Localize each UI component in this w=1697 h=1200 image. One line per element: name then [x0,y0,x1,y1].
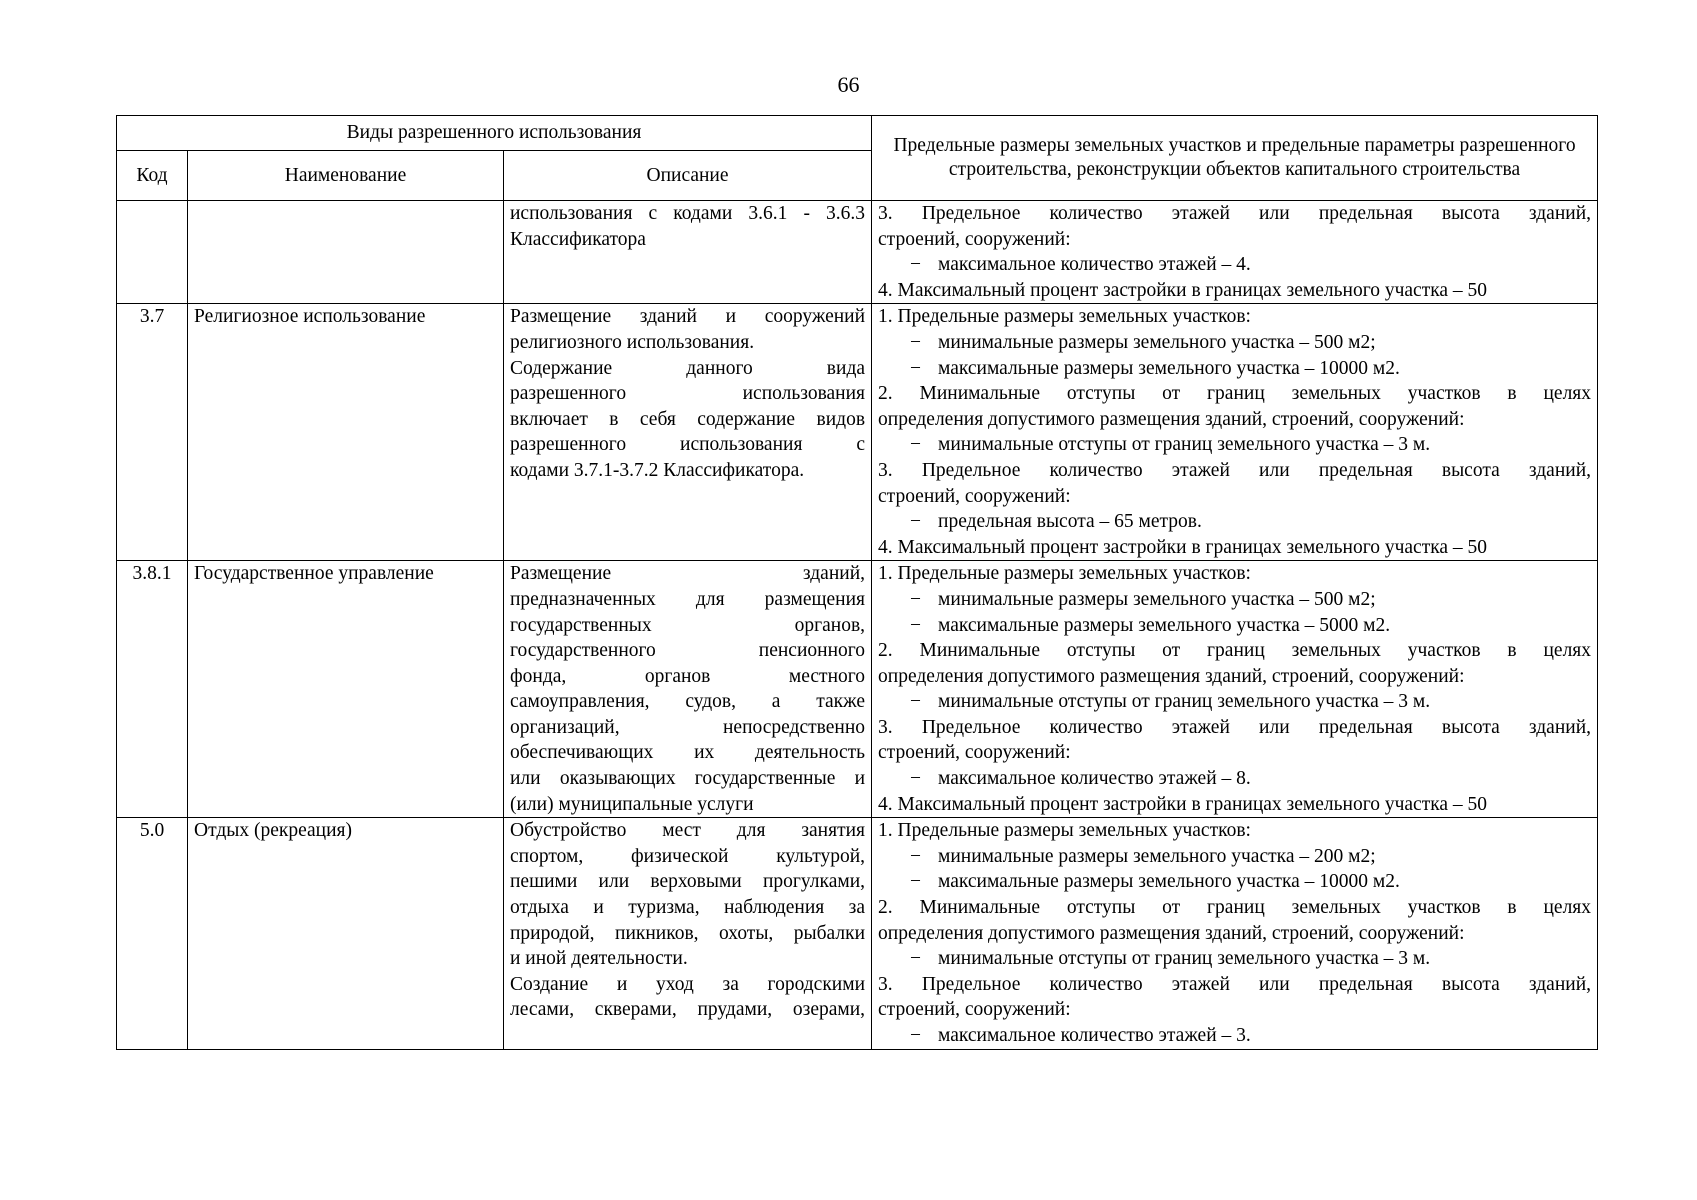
dash-icon: − [910,768,922,790]
parameter-bullet-text: минимальные размеры земельного участка – 500 м2; [938,331,1376,353]
parameter-bullet-text: минимальные отступы от границ земельного участка – 3 м. [938,434,1431,456]
parameter-bullet [878,252,1591,278]
description-line: отдыха и туризма, наблюдения за [510,897,866,919]
dash-icon: − [910,511,922,533]
description-line: Обустройство мест для занятия [510,820,866,842]
parameter-bullet [878,946,1591,972]
cell-code: 3.7 [117,304,188,561]
parameter-bullet-text: максимальные размеры земельного участка – 5000 м2. [938,614,1391,636]
description-line: Содержание данного вида [510,357,866,379]
parameter-bullet [878,1023,1591,1049]
header-permitted-use-types: Виды разрешенного использования [117,116,872,151]
description-line: лесами, скверами, прудами, озерами, [510,999,866,1021]
parameter-line: 4. Максимальный процент застройки в границах земельного участка – 50 [878,793,1488,815]
parameter-line: 3. Предельное количество этажей или предельная высота зданий, [878,716,1592,738]
description-line: природой, пикников, охоты, рыбалки [510,922,866,944]
description-line: использования с кодами 3.6.1 - 3.6.3 [510,203,866,224]
parameter-line: 1. Предельные размеры земельных участков: [878,306,1251,328]
dash-icon: − [910,845,922,867]
description-line: Размещение зданий и сооружений [510,306,866,328]
header-description: Описание [504,151,872,201]
parameter-line: 3. Предельное количество этажей или предельная высота зданий, [878,459,1592,481]
header-name: Наименование [188,151,504,201]
parameter-line: 3. Предельное количество этажей или предельная высота зданий, [878,973,1592,995]
description-line: самоуправления, судов, а также [510,691,866,713]
parameter-bullet [878,613,1591,639]
cell-parameters [872,201,1598,304]
description-line: или оказывающих государственные и [510,768,866,790]
parameter-bullet [878,766,1591,792]
description-line: включает в себя содержание видов [510,408,866,430]
parameter-bullet-text: минимальные размеры земельного участка – 500 м2; [938,588,1376,610]
description-line: Классификатора [510,228,646,250]
description-line: предназначенных для размещения [510,588,866,610]
description-line: спортом, физической культурой, [510,845,866,867]
header-limit-parameters: Предельные размеры земельных участков и предельные параметры разрешенного строительства, реконструкции объектов капитального строительства [872,116,1598,201]
description-line: пешими или верховыми прогулками, [510,871,866,893]
dash-icon: − [910,1025,922,1046]
cell-description [504,561,872,818]
description-line: организаций, непосредственно [510,716,866,738]
table-row [117,304,1598,561]
parameter-bullet-text: минимальные размеры земельного участка – 200 м2; [938,845,1376,867]
description-line: государственного пенсионного [510,640,866,662]
parameter-line: строений, сооружений: [878,999,1071,1021]
cell-name: Государственное управление [188,561,504,818]
description-line: государственных органов, [510,614,866,636]
permitted-use-table [116,115,1598,1050]
description-line: Размещение зданий, [510,563,866,585]
parameter-bullet-text: минимальные отступы от границ земельного участка – 3 м. [938,691,1431,713]
parameter-bullet [878,432,1591,458]
description-line: Создание и уход за городскими [510,973,866,995]
description-line: фонда, органов местного [510,665,866,687]
cell-description [504,304,872,561]
cell-parameters [872,304,1598,561]
dash-icon: − [910,588,922,610]
cell-parameters [872,561,1598,818]
table-row [117,201,1598,304]
cell-code [117,201,188,304]
parameter-bullet-text: максимальные размеры земельного участка – 10000 м2. [938,871,1400,893]
description-line: религиозного использования. [510,331,755,353]
parameter-bullet-text: максимальное количество этажей – 8. [938,768,1251,790]
parameter-line: строений, сооружений: [878,485,1071,507]
parameter-line: 1. Предельные размеры земельных участков: [878,820,1251,842]
parameter-bullet [878,509,1591,535]
cell-parameters [872,818,1598,1049]
description-line: разрешенного использования с [510,434,866,456]
cell-name: Религиозное использование [188,304,504,561]
page-number: 66 [837,72,860,97]
dash-icon: − [910,948,922,970]
description-line: (или) муниципальные услуги [510,793,754,815]
parameter-bullet [878,587,1591,613]
parameter-bullet-text: максимальное количество этажей – 4. [938,254,1251,276]
description-line: и иной деятельности. [510,948,688,970]
parameter-line: строений, сооружений: [878,742,1071,764]
cell-code: 3.8.1 [117,561,188,818]
cell-code: 5.0 [117,818,188,1049]
header-code: Код [117,151,188,201]
parameter-line: 4. Максимальный процент застройки в границах земельного участка – 50 [878,279,1488,301]
description-line: разрешенного использования [510,383,866,405]
table-body [117,201,1598,1050]
parameter-bullet-text: предельная высота – 65 метров. [938,511,1202,533]
table-header [117,116,1598,201]
parameter-line: определения допустимого размещения зданий, строений, сооружений: [878,922,1465,944]
dash-icon: − [910,331,922,353]
parameter-bullet [878,869,1591,895]
dash-icon: − [910,691,922,713]
parameter-bullet-text: максимальное количество этажей – 3. [938,1025,1251,1046]
cell-description [504,201,872,304]
cell-name [188,201,504,304]
table-row [117,561,1598,818]
description-line: обеспечивающих их деятельность [510,742,866,764]
parameter-line: 1. Предельные размеры земельных участков: [878,563,1251,585]
dash-icon: − [910,357,922,379]
parameter-line: строений, сооружений: [878,228,1071,250]
dash-icon: − [910,614,922,636]
parameter-line: определения допустимого размещения зданий, строений, сооружений: [878,665,1465,687]
parameter-line: 2. Минимальные отступы от границ земельных участков в целях [878,897,1592,919]
cell-name: Отдых (рекреация) [188,818,504,1049]
parameter-bullet [878,356,1591,382]
parameter-bullet-text: максимальные размеры земельного участка – 10000 м2. [938,357,1400,379]
parameter-line: 2. Минимальные отступы от границ земельных участков в целях [878,383,1592,405]
cell-description [504,818,872,1049]
parameter-bullet-text: минимальные отступы от границ земельного участка – 3 м. [938,948,1431,970]
dash-icon: − [910,434,922,456]
parameter-bullet [878,689,1591,715]
dash-icon: − [910,254,922,276]
parameter-line: 3. Предельное количество этажей или предельная высота зданий, [878,203,1592,224]
parameter-line: 2. Минимальные отступы от границ земельных участков в целях [878,640,1592,662]
parameter-line: определения допустимого размещения зданий, строений, сооружений: [878,408,1465,430]
description-line: кодами 3.7.1-3.7.2 Классификатора. [510,459,805,481]
dash-icon: − [910,871,922,893]
parameter-bullet [878,330,1591,356]
table-row [117,818,1598,1049]
parameter-bullet [878,844,1591,870]
parameter-line: 4. Максимальный процент застройки в границах земельного участка – 50 [878,536,1488,558]
